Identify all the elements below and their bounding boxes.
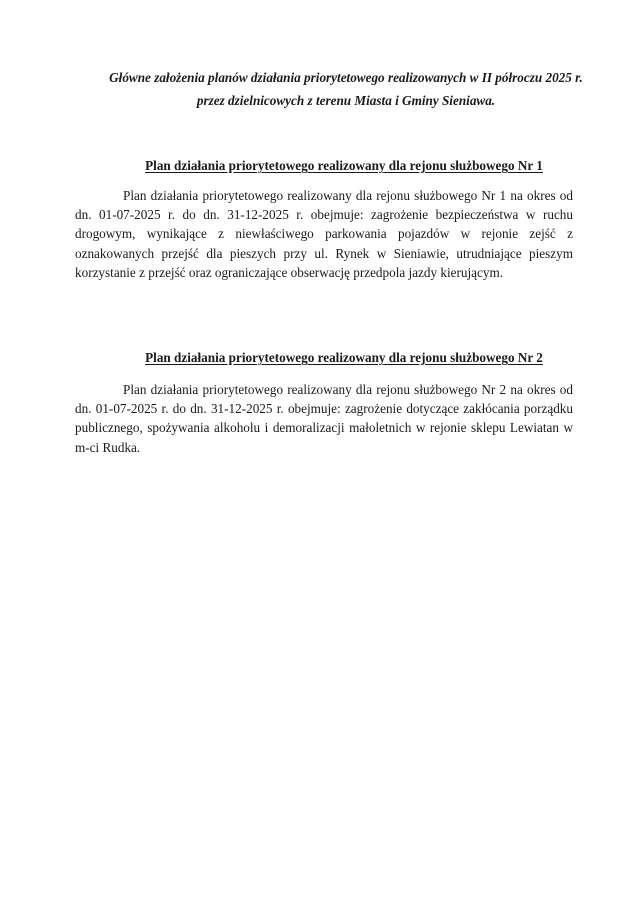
section-1-heading: Plan działania priorytetowego realizowany dla rejonu służbowego Nr 1: [145, 158, 543, 173]
section-2-body: Plan działania priorytetowego realizowany dla rejonu służbowego Nr 2 na okres od dn. 01-07-2025 r. do dn. 31-12-2025 r. obejmuje: zagrożenie dotyczące zakłócania porządku publicznego, spożywania alkoholu i demoralizacji małoletnich w rejonie sklepu Lewiatan w m-ci Rudka.: [75, 382, 573, 455]
section-2-heading: Plan działania priorytetowego realizowany dla rejonu służbowego Nr 2: [145, 350, 543, 365]
document-title: [60, 66, 632, 112]
document-title-line-2: przez dzielnicowych z terenu Miasta i Gminy Sieniawa.: [196, 93, 496, 108]
section-1-body: Plan działania priorytetowego realizowany dla rejonu służbowego Nr 1 na okres od dn. 01-07-2025 r. do dn. 31-12-2025 r. obejmuje: zagrożenie bezpieczeństwa w ruchu drogowym, wynikające z niewłaściwego parkowania pojazdów w rejonie zejść z oznakowanych przejść dla pieszych przy ul. Rynek w Sieniawie, utrudniające pieszym korzystanie z przejść oraz ograniczające obserwację przedpola jazdy kierującym.: [75, 188, 573, 280]
document-title-line-1: Główne założenia planów działania priorytetowego realizowanych w II półroczu 2025 r.: [109, 70, 583, 85]
